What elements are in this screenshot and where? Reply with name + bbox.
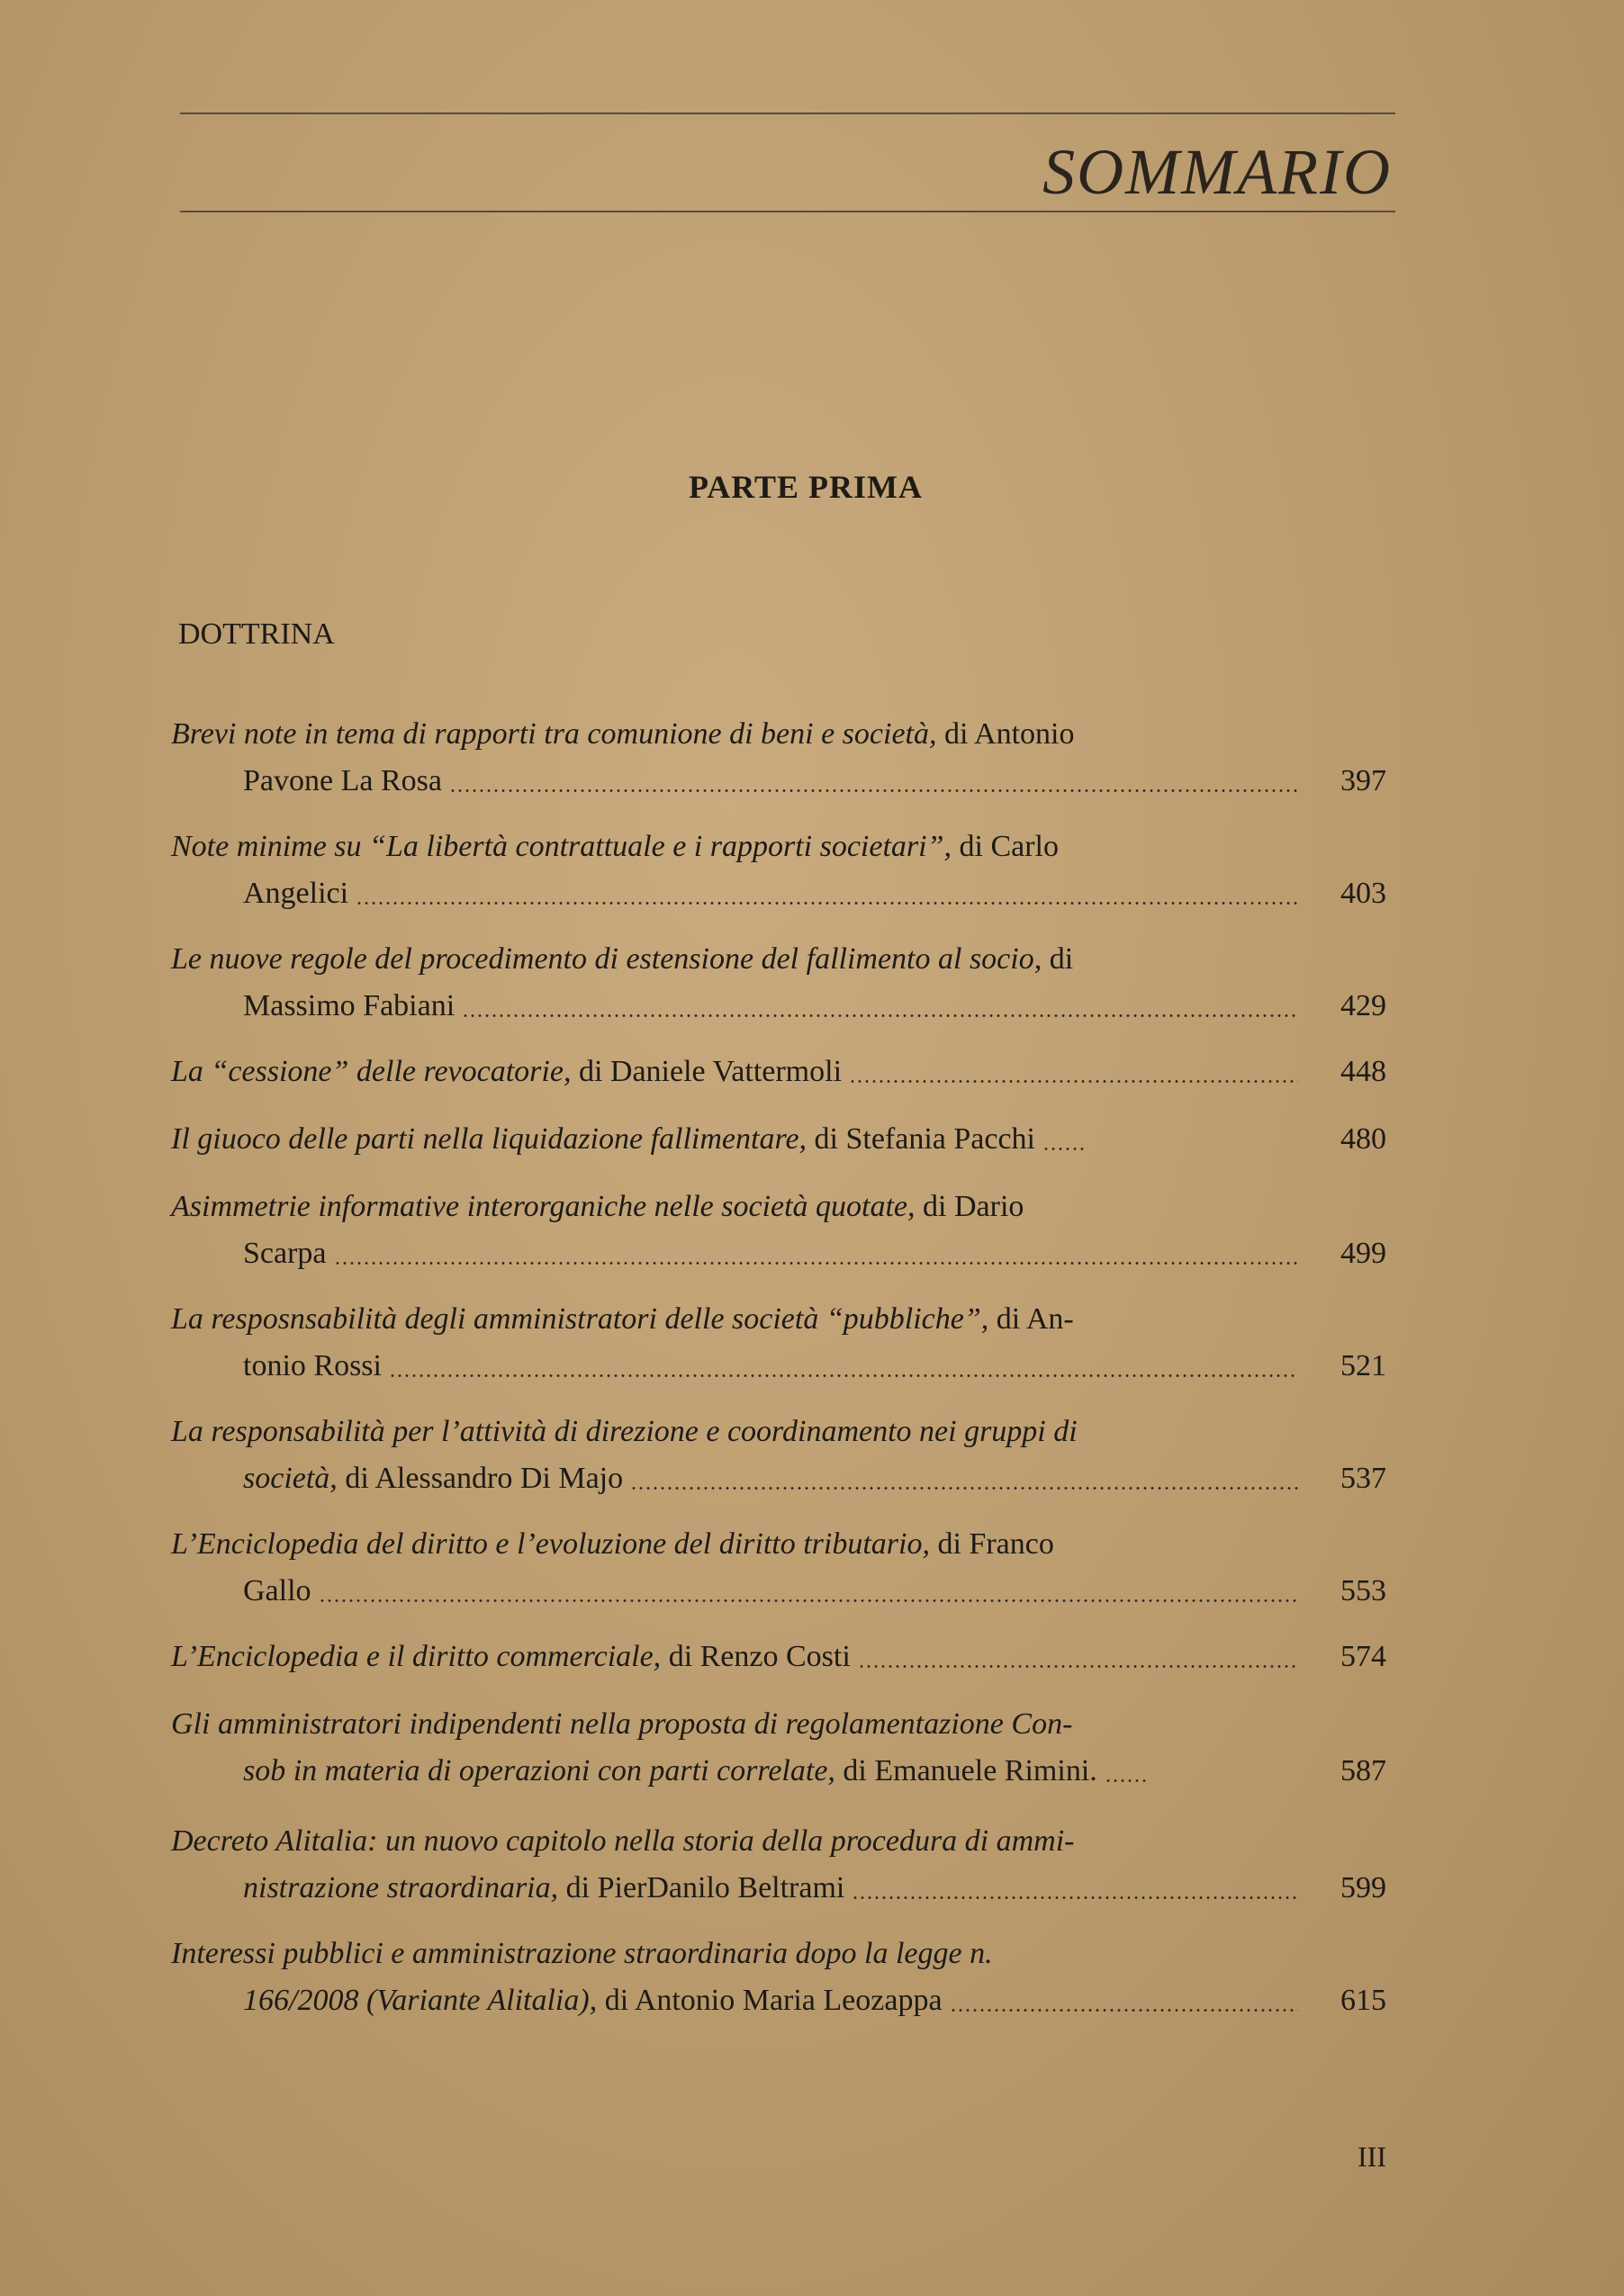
toc-entry-title: Interessi pubblici e amministrazione straordinaria dopo la legge n.: [171, 1937, 993, 1970]
dot-leader: [630, 1487, 1298, 1490]
toc-entry-title: Il giuoco delle parti nella liquidazione fallimentare,: [171, 1122, 815, 1156]
toc-entry-last-line: [171, 1865, 1386, 1912]
toc-entry: [171, 1184, 1386, 1277]
toc-entry-last-line: [171, 758, 1386, 805]
toc-entry-author: di Emanuele Rimini.: [843, 1754, 1097, 1787]
toc-entry-title: 166/2008 (Variante Alitalia),: [243, 1984, 605, 2017]
toc-entry-author: di: [1042, 942, 1074, 976]
section-title: DOTTRINA: [178, 617, 335, 651]
toc-entry-title: La responsabilità per l’attività di direzione e coordinamento nei gruppi di: [171, 1415, 1078, 1448]
toc-entry-last-text: [243, 1230, 327, 1277]
toc-entry-author: di Antonio: [936, 717, 1075, 751]
toc-entry-page-number: 521: [1340, 1349, 1386, 1382]
toc-entry-page-number: 499: [1340, 1237, 1386, 1270]
toc-entry: [171, 936, 1386, 1030]
dot-leader: [950, 2009, 1298, 2012]
dot-leader: [319, 1599, 1298, 1602]
toc-entry-last-text: [243, 1343, 382, 1390]
toc-entry-last-line: [171, 1049, 1386, 1095]
dot-leader: [1042, 1148, 1087, 1150]
toc-entry: [171, 1931, 1386, 2024]
toc-entry-title: La “cessione” delle revocatorie,: [171, 1055, 579, 1088]
toc-entry-last-line: [171, 1343, 1386, 1390]
toc-entry-page-number: 574: [1340, 1640, 1386, 1673]
toc-entry-page-number: 403: [1340, 877, 1386, 910]
dot-leader: [849, 1080, 1298, 1083]
toc-entry-first-line: [171, 1818, 1386, 1865]
toc-entry-first-line: [171, 1521, 1386, 1568]
toc-entry-author: Gallo: [243, 1574, 311, 1607]
toc-entry-page-number: 537: [1340, 1462, 1386, 1495]
toc-entry-author: di Renzo Costi: [668, 1640, 851, 1673]
toc-entry-author: Pavone La Rosa: [243, 764, 442, 797]
toc-entry-last-text: [243, 983, 455, 1030]
toc-entry-author: di Carlo: [952, 830, 1059, 863]
toc-entry-page-number: 397: [1340, 764, 1386, 797]
toc-entry-last-text: [243, 1977, 943, 2024]
toc-entry-first-line: [171, 824, 1386, 870]
toc-entry-page-number: 615: [1340, 1984, 1386, 2017]
toc-entry-page-number: 480: [1340, 1122, 1386, 1156]
toc-entry-author: di Alessandro Di Majo: [345, 1462, 624, 1495]
toc-entry-title: L’Enciclopedia del diritto e l’evoluzione del diritto tributario,: [171, 1527, 930, 1561]
toc-entry-first-line: [171, 1701, 1386, 1748]
toc-entry-page-number: 587: [1340, 1754, 1386, 1787]
toc-entry-title: Asimmetrie informative interorganiche nelle società quotate,: [171, 1190, 916, 1223]
toc-entry-last-line: [171, 1634, 1386, 1680]
dot-leader: [1105, 1779, 1150, 1782]
toc-entry-first-line: [171, 711, 1386, 758]
dot-leader: [334, 1262, 1298, 1265]
toc-entry: [171, 1521, 1386, 1615]
toc-entry-last-text: [171, 1634, 851, 1680]
toc-entry-last-line: [171, 983, 1386, 1030]
toc-entry-last-line: [171, 1455, 1386, 1502]
page-folio: III: [1358, 2140, 1386, 2173]
toc-entry-last-text: [243, 758, 442, 805]
toc-entry-author: Angelici: [243, 877, 349, 910]
toc-entry-first-line: [171, 936, 1386, 983]
toc-entry-page-number: 429: [1340, 989, 1386, 1022]
toc-entry-last-text: [243, 1748, 1097, 1795]
toc-entry-last-text: [171, 1049, 842, 1095]
toc-entry-title: Le nuove regole del procedimento di estensione del fallimento al socio,: [171, 942, 1042, 976]
page-title: SOMMARIO: [1042, 136, 1392, 208]
toc-entry-title: L’Enciclopedia e il diritto commerciale,: [171, 1640, 669, 1673]
toc-entry-last-text: [243, 1568, 311, 1615]
toc-entry-last-line: [171, 1977, 1386, 2024]
toc-entry: [171, 1818, 1386, 1912]
toc-entry-last-line: [171, 1568, 1386, 1615]
dot-leader: [462, 1014, 1298, 1017]
toc-entry-last-text: [243, 870, 348, 917]
dot-leader: [858, 1665, 1298, 1668]
toc-entry-page-number: 448: [1340, 1055, 1386, 1088]
toc-entry: [171, 1409, 1386, 1502]
toc-entry-title: Brevi note in tema di rapporti tra comunione di beni e società,: [171, 717, 937, 751]
toc-entry-first-line: [171, 1184, 1386, 1230]
dot-leader: [389, 1374, 1298, 1377]
toc-entry-author: Scarpa: [243, 1237, 327, 1270]
toc-entry-author: di Antonio Maria Leozappa: [604, 1984, 943, 2017]
toc-entry-author: di Dario: [915, 1190, 1024, 1223]
toc-entry-first-line: [171, 1931, 1386, 1977]
dot-leader: [449, 789, 1298, 792]
toc-entry-title: sob in materia di operazioni con parti correlate,: [243, 1754, 844, 1787]
toc-entry-author: Massimo Fabiani: [243, 989, 456, 1022]
toc-entry: [171, 1701, 1386, 1795]
toc-entry: [171, 1049, 1386, 1095]
toc-entry-title: società,: [243, 1462, 346, 1495]
toc-entry-last-line: [171, 1748, 1386, 1795]
toc-entry-first-line: [171, 1409, 1386, 1455]
dot-leader: [852, 1896, 1298, 1899]
toc-entry-last-text: [171, 1116, 1035, 1163]
toc-entry-page-number: 553: [1340, 1574, 1386, 1607]
toc-entry-author: tonio Rossi: [243, 1349, 382, 1382]
toc-entry-title: La resposnsabilità degli amministratori delle società “pubbliche”,: [171, 1302, 989, 1336]
toc-entry: [171, 1116, 1386, 1163]
toc-entry-author: di Daniele Vattermoli: [578, 1055, 843, 1088]
toc-entry-author: di PierDanilo Beltrami: [565, 1871, 845, 1904]
toc-entry: [171, 1634, 1386, 1680]
toc-entry: [171, 824, 1386, 917]
toc-entry-last-line: [171, 1116, 1386, 1163]
toc-entry-last-text: [243, 1455, 623, 1502]
toc-entry-first-line: [171, 1296, 1386, 1343]
toc-entry-title: Decreto Alitalia: un nuovo capitolo nella storia della procedura di ammi-: [171, 1824, 1075, 1858]
toc-entry-author: di Franco: [929, 1527, 1054, 1561]
toc-entry-last-text: [243, 1865, 844, 1912]
toc-entry-last-line: [171, 1230, 1386, 1277]
toc-entry-author: di Stefania Pacchi: [814, 1122, 1036, 1156]
toc-entry-title: nistrazione straordinaria,: [243, 1871, 566, 1904]
toc-entry: [171, 1296, 1386, 1390]
toc-entry-last-line: [171, 870, 1386, 917]
toc-entry-title: Gli amministratori indipendenti nella proposta di regolamentazione Con-: [171, 1707, 1073, 1741]
toc-entry-page-number: 599: [1340, 1871, 1386, 1904]
toc-entry: [171, 711, 1386, 805]
dot-leader: [356, 902, 1298, 905]
part-title: PARTE PRIMA: [688, 469, 924, 505]
toc-entry-author: di An-: [988, 1302, 1074, 1336]
toc-entry-title: Note minime su “La libertà contrattuale e i rapporti societari”,: [171, 830, 952, 863]
